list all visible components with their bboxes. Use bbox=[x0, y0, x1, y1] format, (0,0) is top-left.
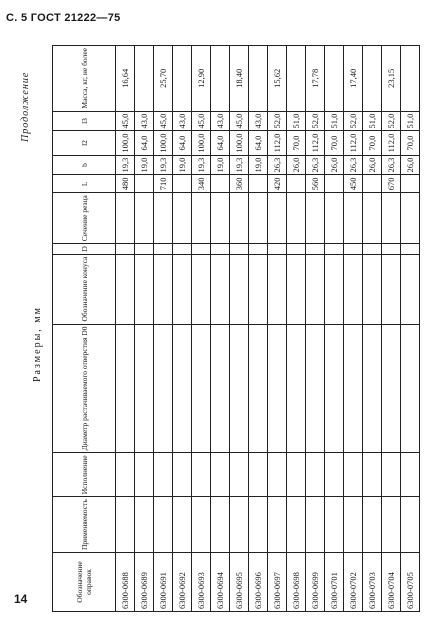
table-cell: 6300-0697 bbox=[268, 553, 287, 612]
table-cell bbox=[287, 453, 306, 497]
table-cell: 64,0 bbox=[173, 131, 192, 155]
table-cell bbox=[135, 324, 154, 453]
table-cell bbox=[268, 244, 287, 254]
table-cell bbox=[173, 175, 192, 193]
table-cell bbox=[192, 497, 211, 553]
table-cell: 112,0 bbox=[306, 131, 325, 155]
table-cell: 19,3 bbox=[192, 155, 211, 175]
table-cell bbox=[306, 324, 325, 453]
table-cell bbox=[211, 453, 230, 497]
table-cell bbox=[211, 244, 230, 254]
table-row bbox=[192, 46, 211, 612]
table-cell bbox=[230, 324, 249, 453]
table-cell bbox=[154, 193, 173, 244]
table-cell: 45,0 bbox=[116, 111, 135, 131]
table-cell: 45,0 bbox=[154, 111, 173, 131]
table-cell: 64,0 bbox=[249, 131, 268, 155]
table-cell bbox=[325, 244, 344, 254]
table-cell: 45,0 bbox=[192, 111, 211, 131]
table-cell: 70,0 bbox=[325, 131, 344, 155]
table-cell bbox=[211, 46, 230, 112]
table-cell: 670 bbox=[382, 175, 401, 193]
table-cell bbox=[287, 46, 306, 112]
table-cell bbox=[306, 497, 325, 553]
table-cell: 6300-0703 bbox=[363, 553, 382, 612]
table-cell: 360 bbox=[230, 175, 249, 193]
table-cell bbox=[230, 453, 249, 497]
table-cell bbox=[116, 254, 135, 324]
table-cell bbox=[363, 497, 382, 553]
table-cell bbox=[116, 193, 135, 244]
table-cell bbox=[306, 193, 325, 244]
col-header: b bbox=[53, 155, 116, 175]
table-cell bbox=[268, 193, 287, 244]
table-cell bbox=[154, 453, 173, 497]
table-cell: 26,0 bbox=[363, 155, 382, 175]
table-cell bbox=[344, 324, 363, 453]
table-cell bbox=[154, 254, 173, 324]
table-cell bbox=[249, 453, 268, 497]
table-cell bbox=[344, 193, 363, 244]
table-cell bbox=[192, 324, 211, 453]
table-cell: 6300-0693 bbox=[192, 553, 211, 612]
table-cell bbox=[363, 324, 382, 453]
table-cell: 70,0 bbox=[401, 131, 420, 155]
table-cell bbox=[192, 254, 211, 324]
table-cell bbox=[211, 324, 230, 453]
table-row bbox=[287, 46, 306, 612]
col-header: Сечение резца bbox=[53, 193, 116, 244]
table-cell bbox=[116, 453, 135, 497]
table-cell bbox=[401, 497, 420, 553]
table-cell: 70,0 bbox=[287, 131, 306, 155]
table-cell: 51,0 bbox=[363, 111, 382, 131]
table-cell bbox=[230, 254, 249, 324]
table-cell bbox=[154, 324, 173, 453]
table-cell bbox=[230, 244, 249, 254]
table-cell: 26,0 bbox=[401, 155, 420, 175]
table-cell bbox=[154, 497, 173, 553]
table-cell bbox=[268, 254, 287, 324]
table-cell: 17,78 bbox=[306, 46, 325, 112]
table-cell bbox=[154, 244, 173, 254]
table-cell: 64,0 bbox=[135, 131, 154, 155]
table-row bbox=[154, 46, 173, 612]
col-header: Диаметр растачиваемого отверстия D0 bbox=[53, 324, 116, 453]
col-header: Обозначение оправок bbox=[53, 553, 116, 612]
table-cell bbox=[401, 46, 420, 112]
table-cell bbox=[173, 324, 192, 453]
table-row bbox=[173, 46, 192, 612]
table-cell: 52,0 bbox=[268, 111, 287, 131]
table-cell: 6300-0688 bbox=[116, 553, 135, 612]
table-cell bbox=[211, 254, 230, 324]
table-cell: 23,15 bbox=[382, 46, 401, 112]
table-cell bbox=[325, 175, 344, 193]
table-cell bbox=[192, 193, 211, 244]
table-cell: 26,0 bbox=[287, 155, 306, 175]
table-cell bbox=[363, 175, 382, 193]
table-cell bbox=[116, 244, 135, 254]
table-cell: 560 bbox=[306, 175, 325, 193]
table-cell bbox=[401, 175, 420, 193]
table-cell bbox=[382, 193, 401, 244]
table-cell: 112,0 bbox=[344, 131, 363, 155]
table-cell bbox=[192, 244, 211, 254]
table-row bbox=[306, 46, 325, 612]
table-cell bbox=[135, 193, 154, 244]
table-cell bbox=[344, 244, 363, 254]
table-cell: 6300-0695 bbox=[230, 553, 249, 612]
table-cell bbox=[287, 175, 306, 193]
table-cell: 6300-0702 bbox=[344, 553, 363, 612]
table-cell bbox=[325, 453, 344, 497]
table-cell: 25,70 bbox=[154, 46, 173, 112]
table-cell bbox=[325, 324, 344, 453]
table-cell: 112,0 bbox=[268, 131, 287, 155]
table-cell bbox=[268, 324, 287, 453]
table-cell bbox=[401, 453, 420, 497]
table-cell: 26,3 bbox=[382, 155, 401, 175]
table-cell: 19,0 bbox=[173, 155, 192, 175]
table-cell bbox=[249, 497, 268, 553]
table-cell: 52,0 bbox=[344, 111, 363, 131]
page-number: 14 bbox=[14, 592, 28, 606]
table-cell: 45,0 bbox=[230, 111, 249, 131]
table-cell: 340 bbox=[192, 175, 211, 193]
table-cell: 710 bbox=[154, 175, 173, 193]
table-header-row bbox=[53, 46, 116, 612]
table-cell: 19,0 bbox=[249, 155, 268, 175]
table-cell bbox=[173, 46, 192, 112]
table-cell bbox=[325, 193, 344, 244]
table-cell bbox=[363, 254, 382, 324]
table-cell bbox=[173, 453, 192, 497]
table-cell: 17,40 bbox=[344, 46, 363, 112]
table-cell: 6300-0691 bbox=[154, 553, 173, 612]
table-cell bbox=[363, 193, 382, 244]
table-cell bbox=[192, 453, 211, 497]
col-header: l3 bbox=[53, 111, 116, 131]
col-header: D bbox=[53, 244, 116, 254]
table-cell: 6300-0699 bbox=[306, 553, 325, 612]
running-header: С. 5 ГОСТ 21222—75 bbox=[6, 12, 121, 24]
table-cell bbox=[249, 193, 268, 244]
table-cell: 100,0 bbox=[192, 131, 211, 155]
table-cell bbox=[135, 175, 154, 193]
table-cell bbox=[211, 193, 230, 244]
table-cell: 43,0 bbox=[249, 111, 268, 131]
table-cell bbox=[344, 453, 363, 497]
col-header: Обозначение конуса bbox=[53, 254, 116, 324]
table-row bbox=[135, 46, 154, 612]
col-header: Исполнение bbox=[53, 453, 116, 497]
table-row bbox=[325, 46, 344, 612]
table-cell: 15,62 bbox=[268, 46, 287, 112]
table-row bbox=[401, 46, 420, 612]
table-cell bbox=[382, 254, 401, 324]
table-cell bbox=[382, 453, 401, 497]
table-cell: 43,0 bbox=[135, 111, 154, 131]
table-cell: 19,3 bbox=[154, 155, 173, 175]
table-cell bbox=[306, 453, 325, 497]
table-cell bbox=[116, 324, 135, 453]
table-cell bbox=[401, 244, 420, 254]
table-cell bbox=[325, 46, 344, 112]
table-cell bbox=[363, 453, 382, 497]
table-cell: 19,0 bbox=[135, 155, 154, 175]
table-cell bbox=[135, 497, 154, 553]
table-row bbox=[230, 46, 249, 612]
table-cell: 100,0 bbox=[116, 131, 135, 155]
table-cell: 19,0 bbox=[211, 155, 230, 175]
table-cell bbox=[230, 497, 249, 553]
table-cell: 26,0 bbox=[325, 155, 344, 175]
table-row bbox=[268, 46, 287, 612]
table-cell: 100,0 bbox=[154, 131, 173, 155]
table-cell: 51,0 bbox=[401, 111, 420, 131]
table-cell bbox=[211, 175, 230, 193]
table-cell: 6300-0689 bbox=[135, 553, 154, 612]
table-cell bbox=[173, 497, 192, 553]
table-cell bbox=[249, 46, 268, 112]
table-cell: 64,0 bbox=[211, 131, 230, 155]
table-cell bbox=[382, 497, 401, 553]
table-cell: 19,3 bbox=[116, 155, 135, 175]
table-cell bbox=[382, 324, 401, 453]
table-cell: 480 bbox=[116, 175, 135, 193]
table-cell bbox=[401, 324, 420, 453]
table-cell bbox=[287, 244, 306, 254]
table-cell bbox=[363, 46, 382, 112]
table-cell: 52,0 bbox=[382, 111, 401, 131]
table-cell bbox=[287, 193, 306, 244]
table-cell bbox=[287, 324, 306, 453]
table-cell bbox=[325, 497, 344, 553]
table-row bbox=[116, 46, 135, 612]
table-cell bbox=[135, 46, 154, 112]
table-cell: 450 bbox=[344, 175, 363, 193]
table-cell: 112,0 bbox=[382, 131, 401, 155]
table-cell: 18,40 bbox=[230, 46, 249, 112]
table-cell: 6300-0701 bbox=[325, 553, 344, 612]
table-cell: 43,0 bbox=[211, 111, 230, 131]
table-cell bbox=[211, 497, 230, 553]
col-header: L bbox=[53, 175, 116, 193]
table-cell bbox=[135, 453, 154, 497]
table-cell bbox=[401, 254, 420, 324]
table-cell: 6300-0698 bbox=[287, 553, 306, 612]
table-cell bbox=[249, 324, 268, 453]
col-header: Масса, кг, не более bbox=[53, 46, 116, 112]
table-row bbox=[363, 46, 382, 612]
table-cell: 420 bbox=[268, 175, 287, 193]
table-cell bbox=[268, 497, 287, 553]
table-cell bbox=[363, 244, 382, 254]
table-cell: 51,0 bbox=[325, 111, 344, 131]
table-cell bbox=[344, 497, 363, 553]
table-cell bbox=[135, 244, 154, 254]
table-cell: 52,0 bbox=[306, 111, 325, 131]
table-title: Размеры, мм bbox=[32, 306, 43, 382]
table-cell: 70,0 bbox=[363, 131, 382, 155]
table-row bbox=[344, 46, 363, 612]
dimensions-table bbox=[52, 45, 420, 612]
continuation-label: Продолжение bbox=[20, 71, 31, 142]
table-cell: 26,3 bbox=[306, 155, 325, 175]
table-cell bbox=[173, 244, 192, 254]
table-cell bbox=[344, 254, 363, 324]
table-cell bbox=[287, 497, 306, 553]
table-cell: 6300-0692 bbox=[173, 553, 192, 612]
table-cell bbox=[382, 244, 401, 254]
table-cell bbox=[116, 497, 135, 553]
table-cell bbox=[306, 244, 325, 254]
col-header: Применяемость bbox=[53, 497, 116, 553]
table-cell: 26,3 bbox=[268, 155, 287, 175]
table-row bbox=[249, 46, 268, 612]
table-cell: 51,0 bbox=[287, 111, 306, 131]
table-cell: 6300-0705 bbox=[401, 553, 420, 612]
col-header: l2 bbox=[53, 131, 116, 155]
table-cell bbox=[249, 175, 268, 193]
table-row bbox=[382, 46, 401, 612]
table-cell: 12,90 bbox=[192, 46, 211, 112]
table-cell: 100,0 bbox=[230, 131, 249, 155]
table-cell: 16,64 bbox=[116, 46, 135, 112]
table-cell: 6300-0696 bbox=[249, 553, 268, 612]
table-cell bbox=[135, 254, 154, 324]
table-cell: 6300-0694 bbox=[211, 553, 230, 612]
table-cell bbox=[287, 254, 306, 324]
table-cell bbox=[306, 254, 325, 324]
table-row bbox=[211, 46, 230, 612]
table-cell bbox=[173, 193, 192, 244]
table-cell bbox=[173, 254, 192, 324]
table-cell: 43,0 bbox=[173, 111, 192, 131]
table-cell bbox=[249, 254, 268, 324]
table-cell: 26,3 bbox=[344, 155, 363, 175]
table-cell: 6300-0704 bbox=[382, 553, 401, 612]
table-cell bbox=[268, 453, 287, 497]
table-cell bbox=[325, 254, 344, 324]
rotated-table-sheet bbox=[18, 32, 418, 612]
table-cell: 19,3 bbox=[230, 155, 249, 175]
table-cell bbox=[249, 244, 268, 254]
table-cell bbox=[401, 193, 420, 244]
table-cell bbox=[230, 193, 249, 244]
